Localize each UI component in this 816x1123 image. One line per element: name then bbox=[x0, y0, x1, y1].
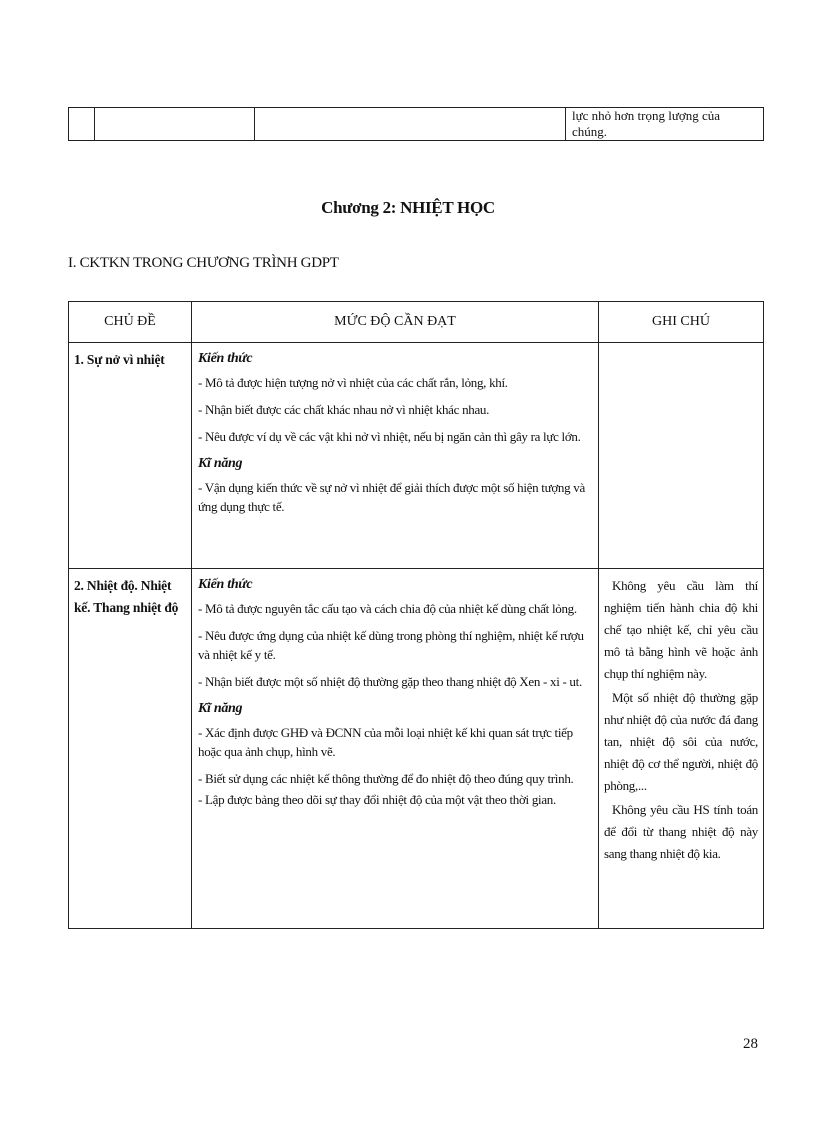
note-paragraph: Không yêu cầu làm thí nghiệm tiến hành chia độ khi chế tạo nhiệt kế, chỉ yêu cầu mô tả bằng hình vẽ hoặc ảnh chụp thí nghiệm này. bbox=[604, 578, 758, 681]
table-row bbox=[69, 343, 764, 569]
column-header-requirements: MỨC ĐỘ CẦN ĐẠT bbox=[192, 302, 599, 343]
column-header-notes: GHI CHÚ bbox=[599, 302, 764, 343]
topic-cell: 2. Nhiệt độ. Nhiệt kế. Thang nhiệt độ bbox=[69, 569, 192, 929]
table-row bbox=[69, 569, 764, 929]
table-cell bbox=[255, 108, 566, 141]
skills-item: - Xác định được GHĐ và ĐCNN của mỗi loại nhiệt kế khi quan sát trực tiếp hoặc qua ảnh chụp, hình vẽ. bbox=[198, 725, 573, 759]
table-cell bbox=[69, 108, 95, 141]
skills-label: Kĩ năng bbox=[198, 456, 243, 471]
knowledge-label: Kiến thức bbox=[198, 351, 253, 366]
table-row bbox=[69, 108, 764, 141]
notes-cell bbox=[599, 343, 764, 569]
note-paragraph: Không yêu cầu HS tính toán để đổi từ thang nhiệt độ này sang thang nhiệt độ kia. bbox=[604, 802, 758, 861]
knowledge-item: - Mô tả được nguyên tắc cấu tạo và cách chia độ của nhiệt kế dùng chất lỏng. bbox=[198, 601, 577, 616]
skills-item: - Vận dụng kiến thức về sự nở vì nhiệt để giải thích được một số hiện tượng và ứng dụng thực tế. bbox=[198, 480, 585, 514]
chapter-title: Chương 2: NHIỆT HỌC bbox=[321, 198, 495, 217]
table-header-row bbox=[69, 302, 764, 343]
continuation-text: lực nhỏ hơn trọng lượng của chúng. bbox=[566, 108, 764, 141]
knowledge-item: - Mô tả được hiện tượng nở vì nhiệt của các chất rắn, lỏng, khí. bbox=[198, 375, 508, 390]
table-cell bbox=[95, 108, 255, 141]
knowledge-item: - Nhận biết được một số nhiệt độ thường gặp theo thang nhiệt độ Xen - xi - ut. bbox=[198, 674, 582, 689]
note-paragraph: Một số nhiệt độ thường gặp như nhiệt độ của nước đá đang tan, nhiệt độ sôi của nước, nhiệt độ cơ thể người, nhiệt độ phòng,... bbox=[604, 690, 758, 793]
topic-cell: 1. Sự nở vì nhiệt bbox=[69, 343, 192, 569]
standards-table bbox=[68, 301, 764, 929]
section-heading: I. CKTKN TRONG CHƯƠNG TRÌNH GDPT bbox=[68, 255, 339, 271]
skills-item: - Lập được bảng theo dõi sự thay đổi nhiệt độ của một vật theo thời gian. bbox=[198, 792, 556, 807]
knowledge-item: - Nêu được ví dụ về các vật khi nở vì nhiệt, nếu bị ngăn cản thì gây ra lực lớn. bbox=[198, 429, 581, 444]
page-number: 28 bbox=[743, 1036, 758, 1052]
skills-item: - Biết sử dụng các nhiệt kế thông thường để đo nhiệt độ theo đúng quy trình. bbox=[198, 771, 574, 786]
notes-cell bbox=[599, 569, 764, 929]
column-header-topic: CHỦ ĐỀ bbox=[69, 302, 192, 343]
knowledge-label: Kiến thức bbox=[198, 577, 253, 592]
skills-label: Kĩ năng bbox=[198, 701, 243, 716]
knowledge-item: - Nêu được ứng dụng của nhiệt kế dùng trong phòng thí nghiệm, nhiệt kế rượu và nhiệt kế y tế. bbox=[198, 628, 584, 662]
continuation-table bbox=[68, 107, 764, 141]
requirements-cell bbox=[192, 343, 599, 569]
knowledge-item: - Nhận biết được các chất khác nhau nở vì nhiệt khác nhau. bbox=[198, 402, 490, 417]
requirements-cell bbox=[192, 569, 599, 929]
